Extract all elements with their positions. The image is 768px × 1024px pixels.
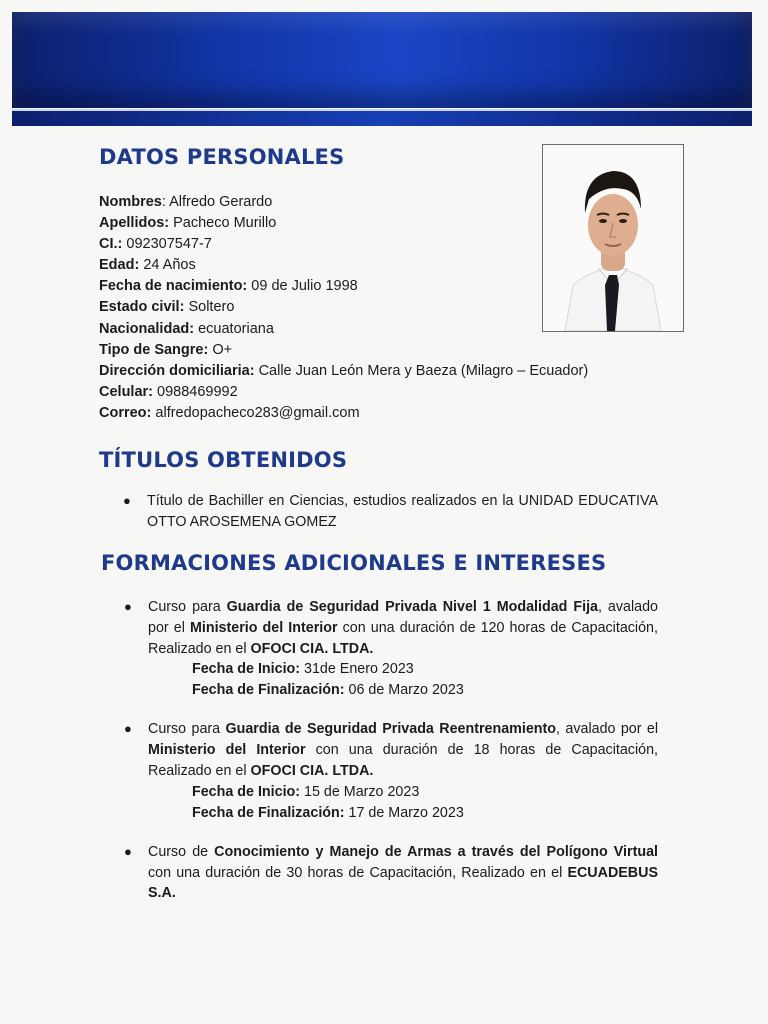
end-date: Fecha de Finalización: 17 de Marzo 2023 xyxy=(192,804,464,821)
field-value: ecuatoriana xyxy=(198,320,274,337)
training-description: Curso para Guardia de Seguridad Privada Reentrenamiento, avalado por el Ministerio del Interior con una duración de 18 horas de Capacitación, Realizado en el OFOCI CIA. LTDA. xyxy=(148,721,659,779)
field-direccion xyxy=(99,361,588,382)
field-ci xyxy=(99,234,588,255)
field-nombres: Nombres: Alfredo Gerardo xyxy=(99,194,273,210)
field-value: 09 de Julio 1998 xyxy=(251,278,358,295)
bullet-icon: ● xyxy=(124,721,132,737)
field-correo xyxy=(99,403,588,424)
field-label: Fecha de nacimiento: xyxy=(99,278,248,295)
field-label: Apellidos: xyxy=(99,215,170,232)
profile-photo xyxy=(542,144,684,332)
field-label: Edad: xyxy=(99,257,140,274)
field-apellidos xyxy=(99,213,588,234)
start-date: Fecha de Inicio: 15 de Marzo 2023 xyxy=(192,783,420,800)
personal-data-list xyxy=(99,192,588,424)
field-estado-civil xyxy=(99,297,588,318)
field-value: Soltero xyxy=(188,299,235,316)
titles-section-title: TÍTULOS OBTENIDOS xyxy=(99,448,348,472)
bullet-icon: ● xyxy=(124,843,132,859)
field-value: 0988469992 xyxy=(157,383,238,400)
bullet-icon: ● xyxy=(124,599,132,614)
field-value: O+ xyxy=(212,341,233,358)
titles-list xyxy=(123,491,658,533)
field-label: Tipo de Sangre: xyxy=(99,341,209,358)
trainings-list xyxy=(124,597,659,904)
field-label: Nacionalidad: xyxy=(99,320,195,337)
field-label: Correo: xyxy=(99,404,152,421)
header-banner-lower-strip xyxy=(12,111,752,126)
training-item xyxy=(124,719,659,823)
end-date: Fecha de Finalización: 06 de Marzo 2023 xyxy=(192,682,464,699)
field-label: Nombres xyxy=(99,194,162,210)
field-edad xyxy=(99,255,588,276)
header-banner xyxy=(12,12,752,108)
training-description: Curso de Conocimiento y Manejo de Armas a través del Polígono Virtual con una duración de 30 horas de Capacitación, Realizado en el ECUADEBUS S.A. xyxy=(148,843,658,902)
trainings-section-title: FORMACIONES ADICIONALES E INTERESES xyxy=(101,551,607,575)
training-description: Curso para Guardia de Seguridad Privada Nivel 1 Modalidad Fija, avalado por el Ministerio del Interior con una duración de 120 horas de Capacitación, Realizado en el OFOCI CIA. LTDA. xyxy=(148,599,658,657)
list-item xyxy=(123,491,658,533)
training-item xyxy=(124,597,658,701)
field-value: 092307547-7 xyxy=(126,236,212,253)
field-value: 24 Años xyxy=(143,257,196,274)
field-label: Celular: xyxy=(99,383,153,400)
field-nacionalidad xyxy=(99,319,588,340)
field-tipo-sangre xyxy=(99,340,588,361)
training-item xyxy=(124,842,658,904)
field-label: Dirección domiciliaria: xyxy=(99,362,255,379)
field-celular xyxy=(99,382,588,403)
title-item-text: Título de Bachiller en Ciencias, estudios realizados en la UNIDAD EDUCATIVA OTTO AROSEMENA GOMEZ xyxy=(147,493,658,530)
field-fecha-nacimiento xyxy=(99,276,588,297)
field-value: Calle Juan León Mera y Baeza (Milagro – Ecuador) xyxy=(258,362,589,379)
start-date: Fecha de Inicio: 31de Enero 2023 xyxy=(192,661,414,678)
field-value: Pacheco Murillo xyxy=(173,215,277,232)
field-label: CI.: xyxy=(99,236,123,253)
field-label: Estado civil: xyxy=(99,299,185,316)
portrait-illustration xyxy=(543,145,683,331)
bullet-icon: ● xyxy=(123,493,131,508)
field-value: alfredopacheco283@gmail.com xyxy=(155,404,360,421)
personal-data-title: DATOS PERSONALES xyxy=(99,145,345,169)
field-value: Alfredo Gerardo xyxy=(169,194,273,210)
